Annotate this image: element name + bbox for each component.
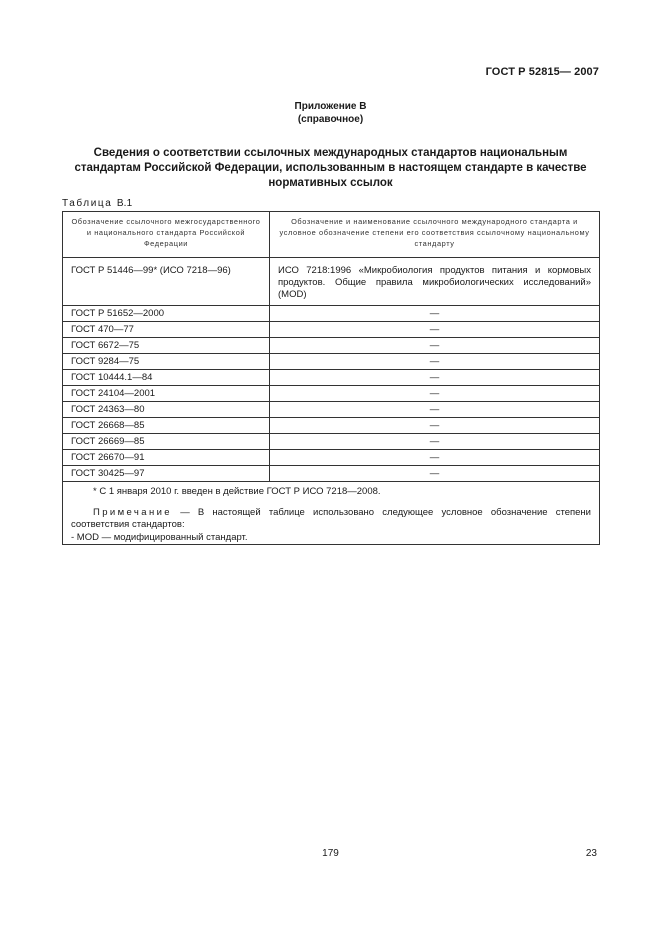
standard-cell: ГОСТ 10444.1—84 [63,370,270,386]
notes-row [63,482,600,545]
table-row [63,402,600,418]
notes-cell [63,482,600,545]
standard-cell: ГОСТ 24363—80 [63,402,270,418]
standard-cell: ГОСТ 26668—85 [63,418,270,434]
reference-table [62,211,600,545]
main-title: Сведения о соответствии ссылочных международных стандартов национальным стандартам Российской Федерации, использованным в настоящем стандарте в качестве нормативных ссылок [74,147,587,189]
standard-cell: ГОСТ Р 51652—2000 [63,306,270,322]
table-row [63,338,600,354]
value-cell: — [270,402,600,418]
standard-cell: ГОСТ 9284—75 [63,354,270,370]
table-row [63,354,600,370]
value-cell: — [270,434,600,450]
value-cell: — [270,338,600,354]
table-header-row [63,212,600,258]
value-cell: — [270,322,600,338]
table-label-word: Таблица [62,198,113,209]
table-row [63,322,600,338]
description-cell: ИСО 7218:1996 «Микробиология продуктов питания и кормовых продуктов. Общие правила микробиологических исследований» (MOD) [270,258,600,306]
table-row [63,370,600,386]
value-cell: — [270,354,600,370]
page-number-right: 23 [585,848,597,859]
table-row [63,434,600,450]
table-label [62,198,132,209]
value-cell: — [270,370,600,386]
annex-title: Приложение В [294,101,367,112]
note-text: — В настоящей таблице использовано следующее условное обозначение степени соответствия стандартов: [71,506,591,530]
standard-cell: ГОСТ 24104—2001 [63,386,270,402]
page-number-center: 179 [322,848,339,859]
value-cell: — [270,418,600,434]
standard-cell: ГОСТ 470—77 [63,322,270,338]
standard-cell: ГОСТ 26670—91 [63,450,270,466]
annex-heading [0,100,661,126]
standard-cell: ГОСТ 6672—75 [63,338,270,354]
table-row [63,418,600,434]
value-cell: — [270,306,600,322]
annex-subtitle: (справочное) [297,114,364,125]
value-cell: — [270,466,600,482]
standard-cell: ГОСТ 26669—85 [63,434,270,450]
table-row [63,466,600,482]
note-item: - MOD — модифицированный стандарт. [71,531,248,543]
footnote: * С 1 января 2010 г. введен в действие ГОСТ Р ИСО 7218—2008. [93,486,381,497]
document-code: ГОСТ Р 52815— 2007 [485,66,599,78]
standard-cell: ГОСТ 30425—97 [63,466,270,482]
note-label: Примечание [93,506,172,518]
table-label-number: В.1 [116,198,133,209]
note [71,507,591,532]
table-row [63,258,600,306]
header-national-standard: Обозначение ссылочного межгосударственного и национального стандарта Российской Федерации [63,212,270,258]
table-row [63,386,600,402]
header-international-standard: Обозначение и наименование ссылочного международного стандарта и условное обозначение степени его соответствия ссылочному национальному стандарту [270,212,600,258]
standard-cell: ГОСТ Р 51446—99* (ИСО 7218—96) [63,258,270,306]
table-row [63,306,600,322]
value-cell: — [270,386,600,402]
value-cell: — [270,450,600,466]
table-row [63,450,600,466]
